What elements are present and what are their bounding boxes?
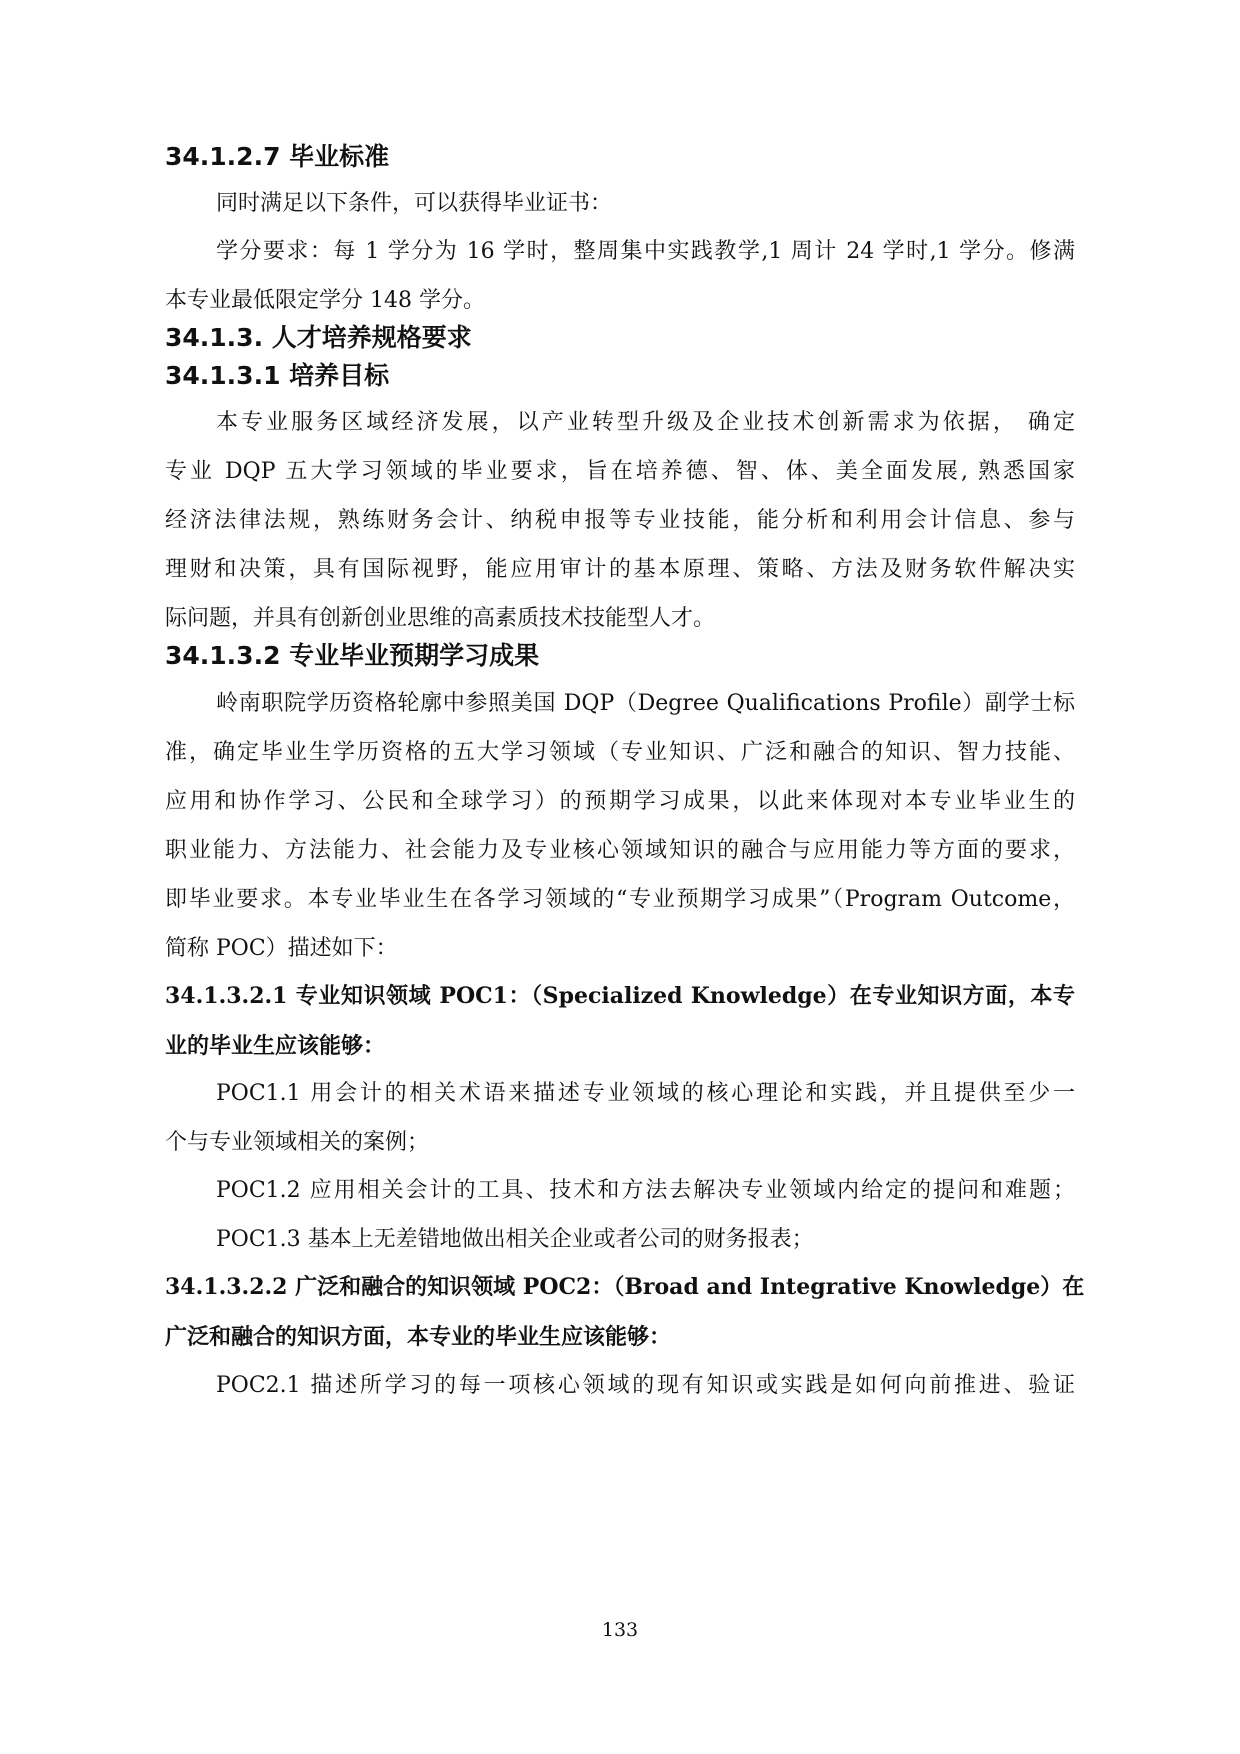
paragraph-line: 理财和决策，具有国际视野，能应用审计的基本原理、策略、方法及财务软件解决实 <box>165 557 1075 582</box>
section-heading-graduation-standards: 34.1.2.7 毕业标准 <box>165 142 390 171</box>
poc-item: POC1.2 应用相关会计的工具、技术和方法去解决专业领域内给定的提问和难题； <box>216 1178 1075 1203</box>
paragraph-line: 职业能力、方法能力、社会能力及专业核心领域知识的融合与应用能力等方面的要求， <box>165 838 1075 863</box>
paragraph-line: 本专业最低限定学分 148 学分。 <box>165 288 485 313</box>
page-number: 133 <box>601 1619 639 1641</box>
poc-item: POC2.1 描述所学习的每一项核心领域的现有知识或实践是如何向前推进、验证 <box>216 1373 1075 1398</box>
paragraph-line: 际问题，并具有创新创业思维的高素质技术技能型人才。 <box>165 606 716 631</box>
section-heading-learning-outcomes: 34.1.3.2 专业毕业预期学习成果 <box>165 641 540 670</box>
poc-item-cont: 个与专业领域相关的案例； <box>165 1130 430 1155</box>
section-heading-talent-specs: 34.1.3. 人才培养规格要求 <box>165 323 472 352</box>
poc-item: POC1.3 基本上无差错地做出相关企业或者公司的财务报表； <box>216 1227 814 1252</box>
paragraph: 同时满足以下条件，可以获得毕业证书： <box>216 191 613 216</box>
paragraph-line: 即毕业要求。本专业毕业生在各学习领域的“专业预期学习成果”（Program Outcome， <box>165 887 1075 912</box>
paragraph-line: 应用和协作学习、公民和全球学习）的预期学习成果，以此来体现对本专业毕业生的 <box>165 789 1075 814</box>
subsection-heading-poc2: 34.1.3.2.2 广泛和融合的知识领域 POC2：（Broad and Integrative Knowledge）在 <box>165 1274 1085 1300</box>
paragraph-line: 经济法律法规，熟练财务会计、纳税申报等专业技能，能分析和利用会计信息、参与 <box>165 508 1075 533</box>
subsection-heading-poc1: 34.1.3.2.1 专业知识领域 POC1：（Specialized Knowledge）在专业知识方面，本专 <box>165 983 1075 1009</box>
paragraph-line: 学分要求：每 1 学分为 16 学时，整周集中实践教学,1 周计 24 学时,1 学分。修满 <box>216 239 1075 264</box>
paragraph-line: 准，确定毕业生学历资格的五大学习领域（专业知识、广泛和融合的知识、智力技能、 <box>165 740 1075 765</box>
paragraph-line: 本专业服务区域经济发展，以产业转型升级及企业技术创新需求为依据， 确定 <box>216 410 1075 435</box>
section-heading-training-goals: 34.1.3.1 培养目标 <box>165 361 390 390</box>
poc-item: POC1.1 用会计的相关术语来描述专业领域的核心理论和实践，并且提供至少一 <box>216 1081 1075 1106</box>
subsection-heading-poc1-cont: 业的毕业生应该能够： <box>165 1033 386 1059</box>
paragraph-line: 岭南职院学历资格轮廓中参照美国 DQP（Degree Qualifications Profile）副学士标 <box>216 691 1075 716</box>
paragraph-line: 专业 DQP 五大学习领域的毕业要求，旨在培养德、智、体、美全面发展, 熟悉国家 <box>165 459 1075 484</box>
paragraph-line: 简称 POC）描述如下： <box>165 936 398 961</box>
subsection-heading-poc2-cont: 广泛和融合的知识方面，本专业的毕业生应该能够： <box>165 1324 672 1350</box>
